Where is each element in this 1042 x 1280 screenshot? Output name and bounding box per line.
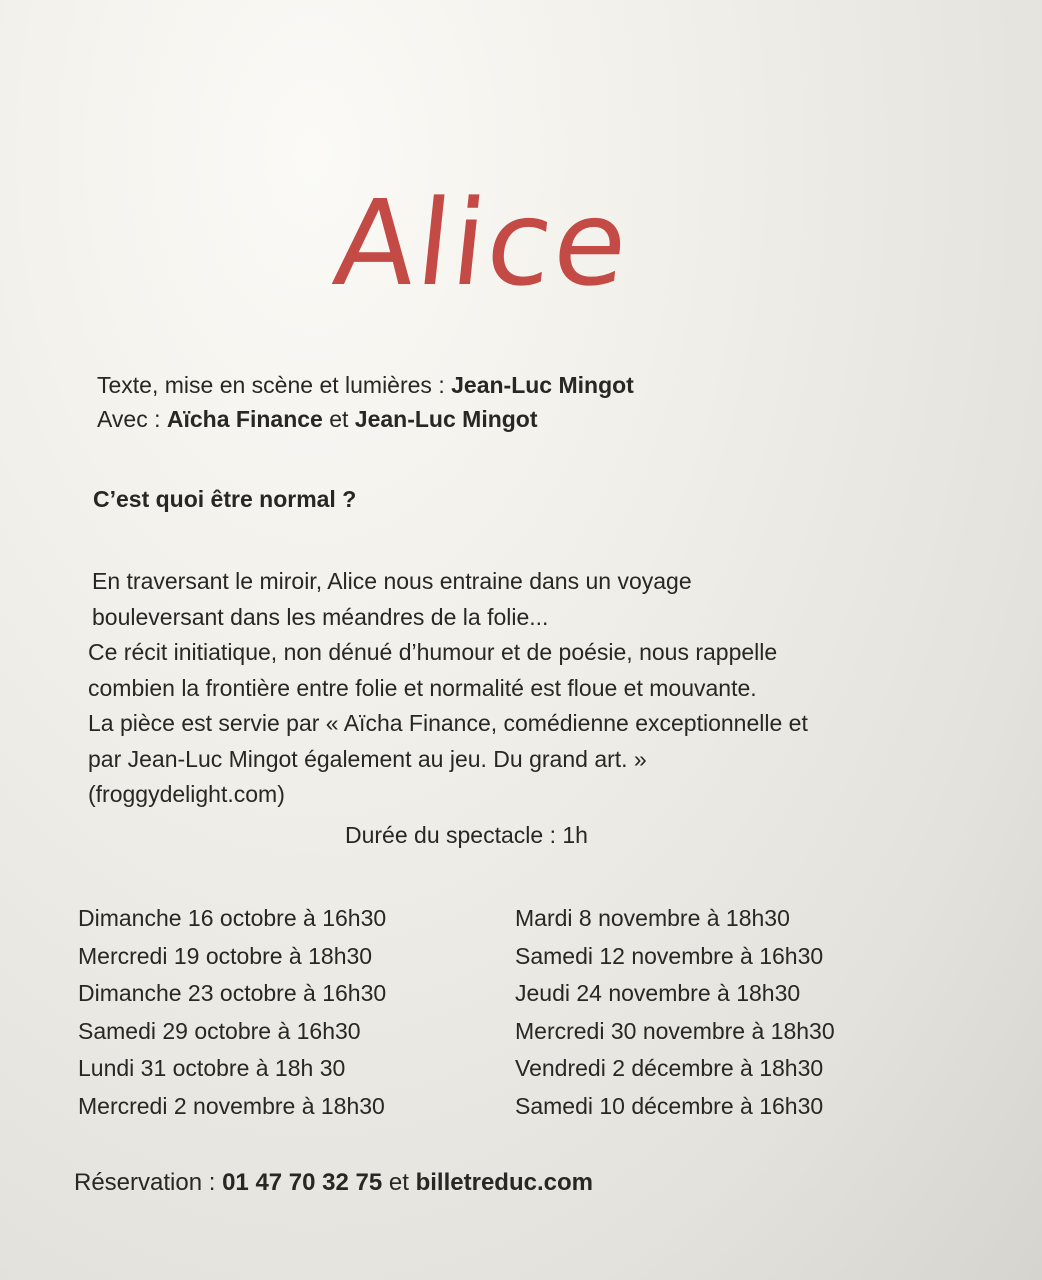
- date-item: Vendredi 2 décembre à 18h30: [515, 1055, 824, 1081]
- date-item: Mercredi 19 octobre à 18h30: [78, 942, 373, 969]
- dates-column-left: [78, 900, 386, 1125]
- flyer-title: Alice: [327, 174, 637, 312]
- description-paragraph: [88, 564, 918, 813]
- description-line: Ce récit initiatique, non dénué d’humour et de poésie, nous rappelle: [88, 639, 778, 665]
- date-item: Lundi 31 octobre à 18h 30: [78, 1055, 346, 1081]
- reservation-phone: 01 47 70 32 75: [222, 1169, 383, 1196]
- credits-direction-label: Texte, mise en scène et lumières :: [97, 372, 452, 398]
- date-item: Mercredi 2 novembre à 18h30: [78, 1092, 385, 1119]
- description-line: En traversant le miroir, Alice nous entraine dans un voyage: [92, 568, 692, 594]
- date-item: Samedi 29 octobre à 16h30: [78, 1017, 361, 1044]
- show-duration: Durée du spectacle : 1h: [345, 822, 588, 848]
- description-line: bouleversant dans les méandres de la folie...: [92, 603, 549, 630]
- credits-cast-label: Avec :: [97, 406, 167, 432]
- credits-line-direction: [97, 370, 634, 404]
- description-line: (froggydelight.com): [88, 781, 285, 807]
- date-item: Mercredi 30 novembre à 18h30: [515, 1017, 835, 1044]
- date-item: Dimanche 23 octobre à 16h30: [78, 980, 387, 1006]
- reservation-label: Réservation :: [74, 1169, 223, 1196]
- date-item: Samedi 10 décembre à 16h30: [515, 1092, 824, 1119]
- description-line: par Jean-Luc Mingot également au jeu. Du grand art. »: [88, 745, 647, 772]
- date-item: Samedi 12 novembre à 16h30: [515, 942, 824, 969]
- description-line: La pièce est servie par « Aïcha Finance, comédienne exceptionnelle et: [88, 710, 808, 736]
- dates-column-right: [515, 900, 835, 1125]
- date-item: Jeudi 24 novembre à 18h30: [515, 980, 801, 1006]
- date-item: Dimanche 16 octobre à 16h30: [78, 905, 387, 931]
- credits-cast-connector: et: [322, 406, 355, 432]
- credits-line-cast: [97, 404, 634, 438]
- reservation-line: [74, 1168, 593, 1198]
- description-line: combien la frontière entre folie et normalité est floue et mouvante.: [88, 674, 757, 701]
- credits-cast-name-1: Aïcha Finance: [166, 406, 323, 432]
- date-item: Mardi 8 novembre à 18h30: [515, 905, 790, 931]
- credits-cast-name-2: Jean-Luc Mingot: [354, 406, 538, 432]
- reservation-connector: et: [382, 1169, 416, 1196]
- credits-director-name: Jean-Luc Mingot: [451, 372, 634, 398]
- tagline-question: C’est quoi être normal ?: [93, 486, 357, 512]
- credits: [97, 370, 634, 438]
- reservation-website: billetreduc.com: [415, 1169, 593, 1196]
